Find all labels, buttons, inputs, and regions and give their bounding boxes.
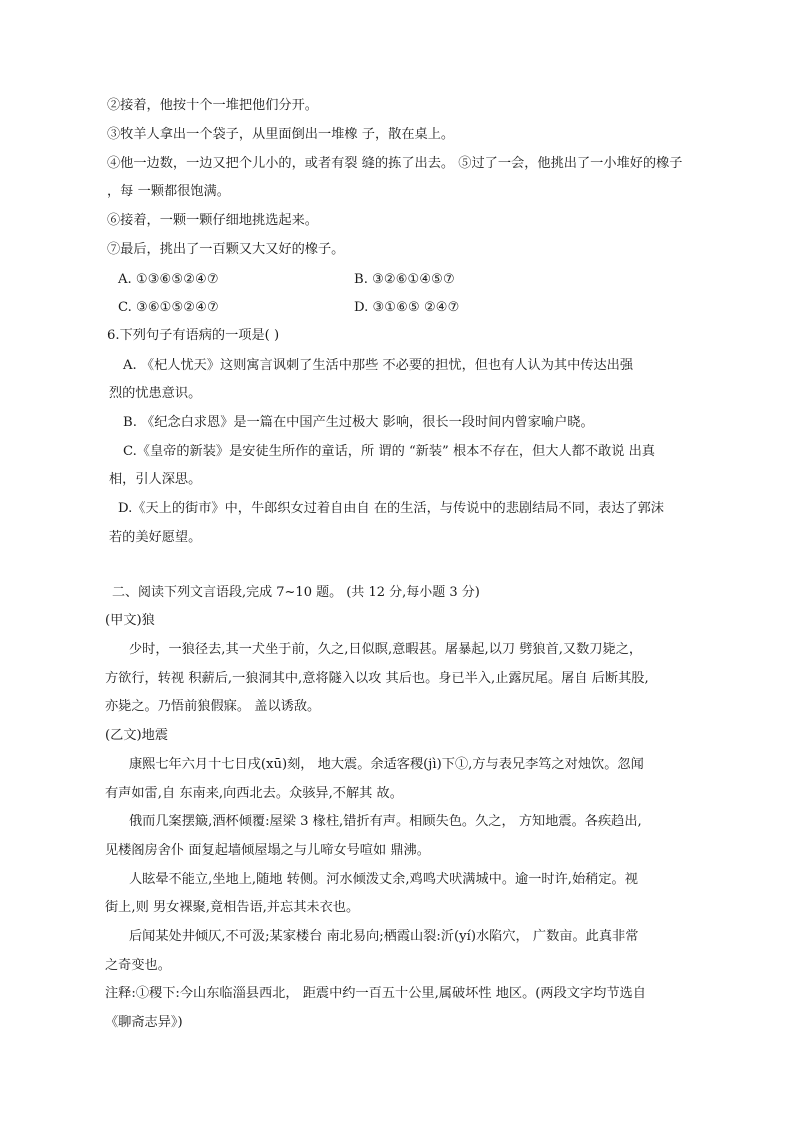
q6-option-c-line1: C.《皇帝的新装》是安徒生所作的童话，所 谓的 “新装” 根本不存在，但大人都不敢说 出真 <box>123 444 655 459</box>
jia-line-2: 方欲行，转视 积薪后,一狼洞其中,意将隧入以攻 其后也。身已半入,止露尻尾。屠自 后断其股, <box>105 671 649 686</box>
q6-option-a-line2: 烈的忧患意识。 <box>109 386 202 401</box>
q6-option-c-line2: 相，引人深思。 <box>109 472 202 487</box>
yi-line-4: 见楼阁房舍仆 面复起墙倾屋塌之与儿啼女号喧如 鼎沸。 <box>105 843 430 858</box>
jia-title: (甲文)狼 <box>105 613 155 628</box>
yi-line-8: 之奇变也。 <box>105 958 171 973</box>
yi-line-7: 后闻某处井倾仄,不可汲;某家楼台 南北易向;栖霞山裂:沂(yí)水陷穴， 广数亩。此真非常 <box>129 929 639 944</box>
yi-line-5: 人眩晕不能立,坐地上,随地 转侧。河水倾泼丈余,鸡鸣犬吠满城中。逾一时许,始稍定。视 <box>129 872 638 887</box>
yi-line-2: 有声如雷,自 东南来,向西北去。众骇异,不解其 故。 <box>105 786 403 801</box>
footnote-line-1: 注释:①稷下:今山东临淄县西北， 距震中约一百五十公里,属破坏性 地区。(两段文字均节选自 <box>105 986 646 1001</box>
jia-line-1: 少时，一狼径去,其一犬坐于前，久之,日似瞑,意暇甚。屠暴起,以刀 劈狼首,又数刀毙之， <box>129 642 643 657</box>
yi-line-6: 街上,则 男女裸聚,竟相告语,并忘其未衣也。 <box>105 900 360 915</box>
yi-line-3: 俄而几案摆簸,酒杯倾覆:屋梁 3 椽柱,错折有声。相顾失色。久之， 方知地震。各疾趋出, <box>129 814 642 829</box>
section2-title: 二、阅读下列文言语段,完成 7~10 题。 (共 12 分,每小题 3 分) <box>112 585 480 600</box>
q5-line-3: ③牧羊人拿出一个袋子，从里面倒出一堆橡 子，散在桌上。 <box>107 127 455 142</box>
q5-option-d: D. ③①⑥⑤ ②④⑦ <box>354 300 460 315</box>
yi-title: (乙文)地震 <box>105 728 169 743</box>
footnote-line-2: 《聊斋志异》) <box>105 1015 183 1030</box>
q6-option-a-line1: A. 《杞人忧天》这则寓言讽刺了生活中那些 不必要的担忧，但也有人认为其中传达出强 <box>123 358 634 373</box>
yi-line-1: 康熙七年六月十七日戌(xū)刻， 地大震。余适客稷(jì)下①,方与表兄李笃之对烛饮。忽闻 <box>129 757 644 772</box>
q5-line-7: ⑦最后，挑出了一百颗又大又好的橡子。 <box>107 242 345 257</box>
q6-stem: 6.下列句子有语病的一项是( ) <box>107 328 280 343</box>
q5-option-a: A. ①③⑥⑤②④⑦ <box>118 272 219 287</box>
q6-option-b: B. 《纪念白求恩》是一篇在中国产生过极大 影响，很长一段时间内曾家喻户晓。 <box>123 415 594 430</box>
q5-line-4-cont: ，每 一颗都很饱满。 <box>107 184 230 199</box>
q5-line-2: ②接着，他按十个一堆把他们分开。 <box>107 98 318 113</box>
q5-option-b: B. ③②⑥①④⑤⑦ <box>354 272 455 287</box>
jia-line-3: 亦毙之。乃悟前狼假寐。 盖以诱敌。 <box>105 699 321 714</box>
q5-option-c: C. ③⑥①⑤②④⑦ <box>118 300 219 315</box>
q5-line-4: ④他一边数，一边又把个儿小的，或者有裂 缝的拣了出去。 ⑤过了一会，他挑出了一小堆好的橡子 <box>107 156 683 171</box>
q5-line-6: ⑥接着，一颗一颗仔细地挑选起来。 <box>107 213 318 228</box>
q6-option-d-line2: 若的美好愿望。 <box>109 530 202 545</box>
q6-option-d-line1: D.《天上的街市》中，牛郎织女过着自由自 在的生活，与传说中的悲剧结局不同，表达了郭沫 <box>118 501 664 516</box>
